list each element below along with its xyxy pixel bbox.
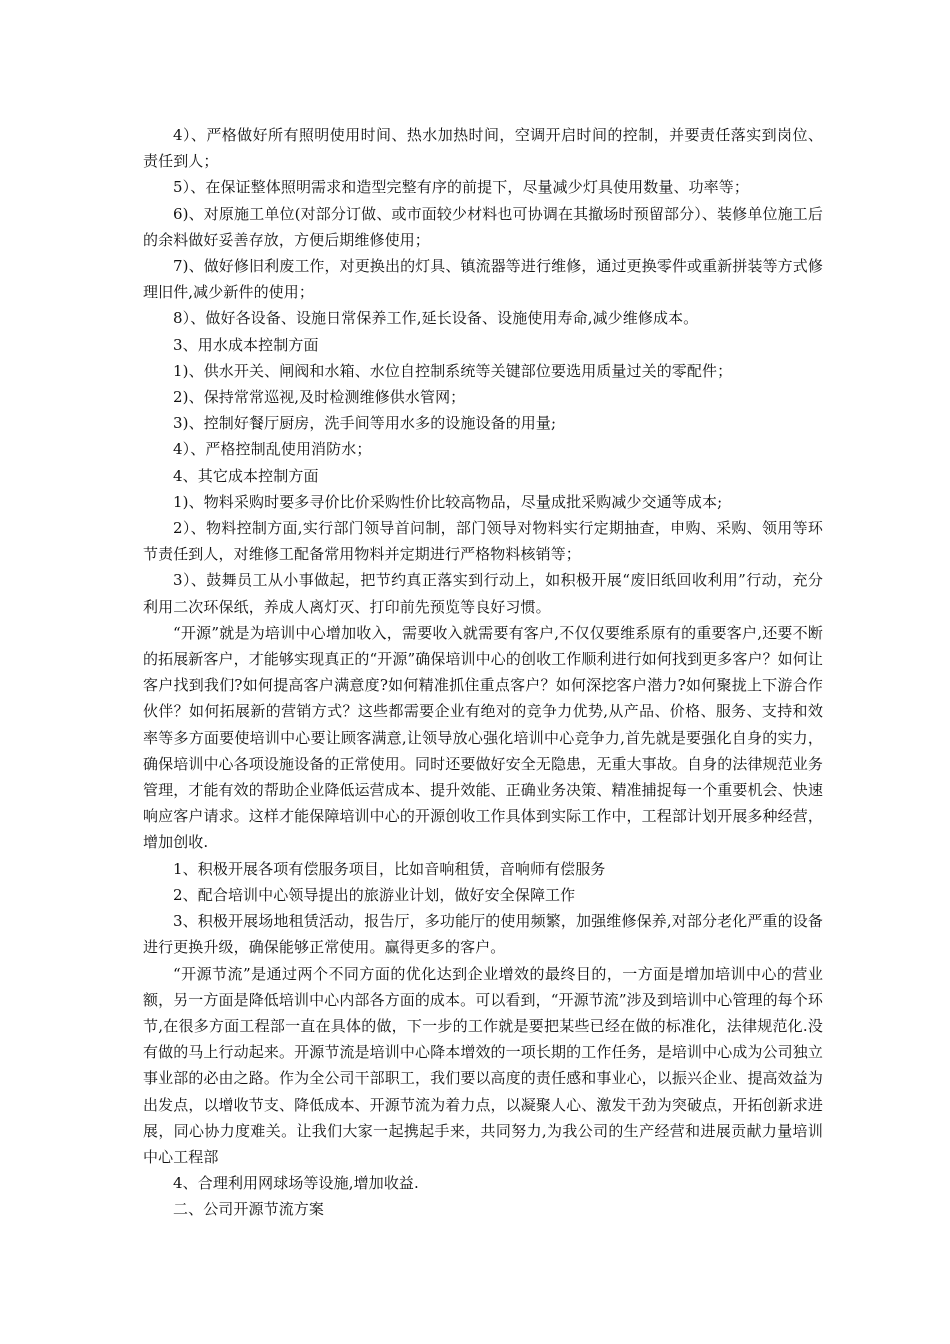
document-body [143,122,823,1223]
paragraph-open-source: “开源”就是为培训中心增加收入，需要收入就需要有客户,不仅仅要维系原有的重要客户,还要不断的拓展新客户，才能够实现真正的“开源”确保培训中心的创收工作顺利进行如何找到更多客户？如何让客户找到我们?如何提高客户满意度?如何精准抓住重点客户？如何深挖客户潜力?如何聚拢上下游合作伙伴？如何拓展新的营销方式？这些都需要企业有绝对的竞争力优势,从产品、价格、服务、支持和效率等多方面要使培训中心要让顾客满意,让领导放心强化培训中心竞争力,首先就是要强化自身的实力，确保培训中心各项设施设备的正常使用。同时还要做好安全无隐患，无重大事故。自身的法律规范业务管理，才能有效的帮助企业降低运营成本、提升效能、正确业务决策、精准捕捉每一个重要机会、快速响应客户请求。这样才能保障培训中心的开源创收工作具体到实际工作中，工程部计划开展多种经营，增加创收. [143,623,823,852]
paragraph-venue-rental: 3、积极开展场地租赁活动，报告厅，多功能厅的使用频繁，加强维修保养,对部分老化严重的设备进行更换升级，确保能够正常使用。赢得更多的客户。 [143,912,823,957]
paragraph-tennis-court: 4、合理利用网球场等设施,增加收益. [173,1174,419,1193]
paragraph-equipment-maintenance: 8）、做好各设备、设施日常保养工作,延长设备、设施使用寿命,减少维修成本。 [173,309,699,328]
paragraph-staff-saving: 3）、鼓舞员工从小事做起，把节约真正落实到行动上，如积极开展“废旧纸回收利用”行动，充分利用二次环保纸，养成人离灯灭、打印前先预览等良好习惯。 [143,571,823,616]
heading-other-cost: 4、其它成本控制方面 [173,466,319,485]
heading-company-plan: 二、公司开源节流方案 [173,1200,325,1219]
paragraph-paid-services: 1、积极开展各项有偿服务项目，比如音响租赁，音响师有偿服务 [173,859,606,878]
paragraph-material-control: 2）、物料控制方面,实行部门领导首问制，部门领导对物料实行定期抽查，申购、采购、领用等环节责任到人，对维修工配备常用物料并定期进行严格物料核销等； [143,519,823,564]
paragraph-water-patrol: 2)、保持常常巡视,及时检测维修供水管网； [173,388,466,407]
paragraph-open-source-and-saving: “开源节流”是通过两个不同方面的优化达到企业增效的最终目的，一方面是增加培训中心的营业额，另一方面是降低培训中心内部各方面的成本。可以看到，“开源节流”涉及到培训中心管理的每个环节,在很多方面工程部一直在具体的做，下一步的工作就是要把某些已经在做的标准化，法律规范化.没有做的马上行动起来。开源节流是培训中心降本增效的一项长期的工作任务，是培训中心成为公司独立事业部的必由之路。作为全公司干部职工，我们要以高度的责任感和事业心，以振兴企业、提高效益为出发点，以增收节支、降低成本、开源节流为着力点，以凝聚人心、激发干劲为突破点，开拓创新求进展，同心协力度难关。让我们大家一起携起手来，共同努力,为我公司的生产经营和进展贡献力量培训中心工程部 [143,964,823,1166]
paragraph-leftover-materials: 6)、对原施工单位(对部分订做、或市面较少材料也可协调在其撤场时预留部分）、装修单位施工后的余料做好妥善存放，方便后期维修使用； [143,204,823,249]
heading-water-cost: 3、用水成本控制方面 [173,335,319,354]
paragraph-lighting-schedule: 4）、严格做好所有照明使用时间、热水加热时间，空调开启时间的控制，并要责任落实到岗位、责任到人； [143,126,823,171]
paragraph-fire-water: 4）、严格控制乱使用消防水； [173,440,372,459]
paragraph-procurement: 1)、物料采购时要多寻价比价采购性价比较高物品，尽量成批采购减少交通等成本; [173,492,723,511]
paragraph-repair-reuse: 7)、做好修旧利废工作，对更换出的灯具、镇流器等进行维修，通过更换零件或重新拼装等方式修理旧件,减少新件的使用； [143,257,823,302]
paragraph-lighting-fixtures: 5）、在保证整体照明需求和造型完整有序的前提下，尽量减少灯具使用数量、功率等； [173,178,749,197]
paragraph-water-usage: 3)、控制好餐厅厨房，洗手间等用水多的设施设备的用量; [173,414,557,433]
paragraph-water-parts: 1)、供水开关、闸阀和水箱、水位自控制系统等关键部位要选用质量过关的零配件； [173,361,733,380]
paragraph-tourism-plan: 2、配合培训中心领导提出的旅游业计划，做好安全保障工作 [173,885,576,904]
